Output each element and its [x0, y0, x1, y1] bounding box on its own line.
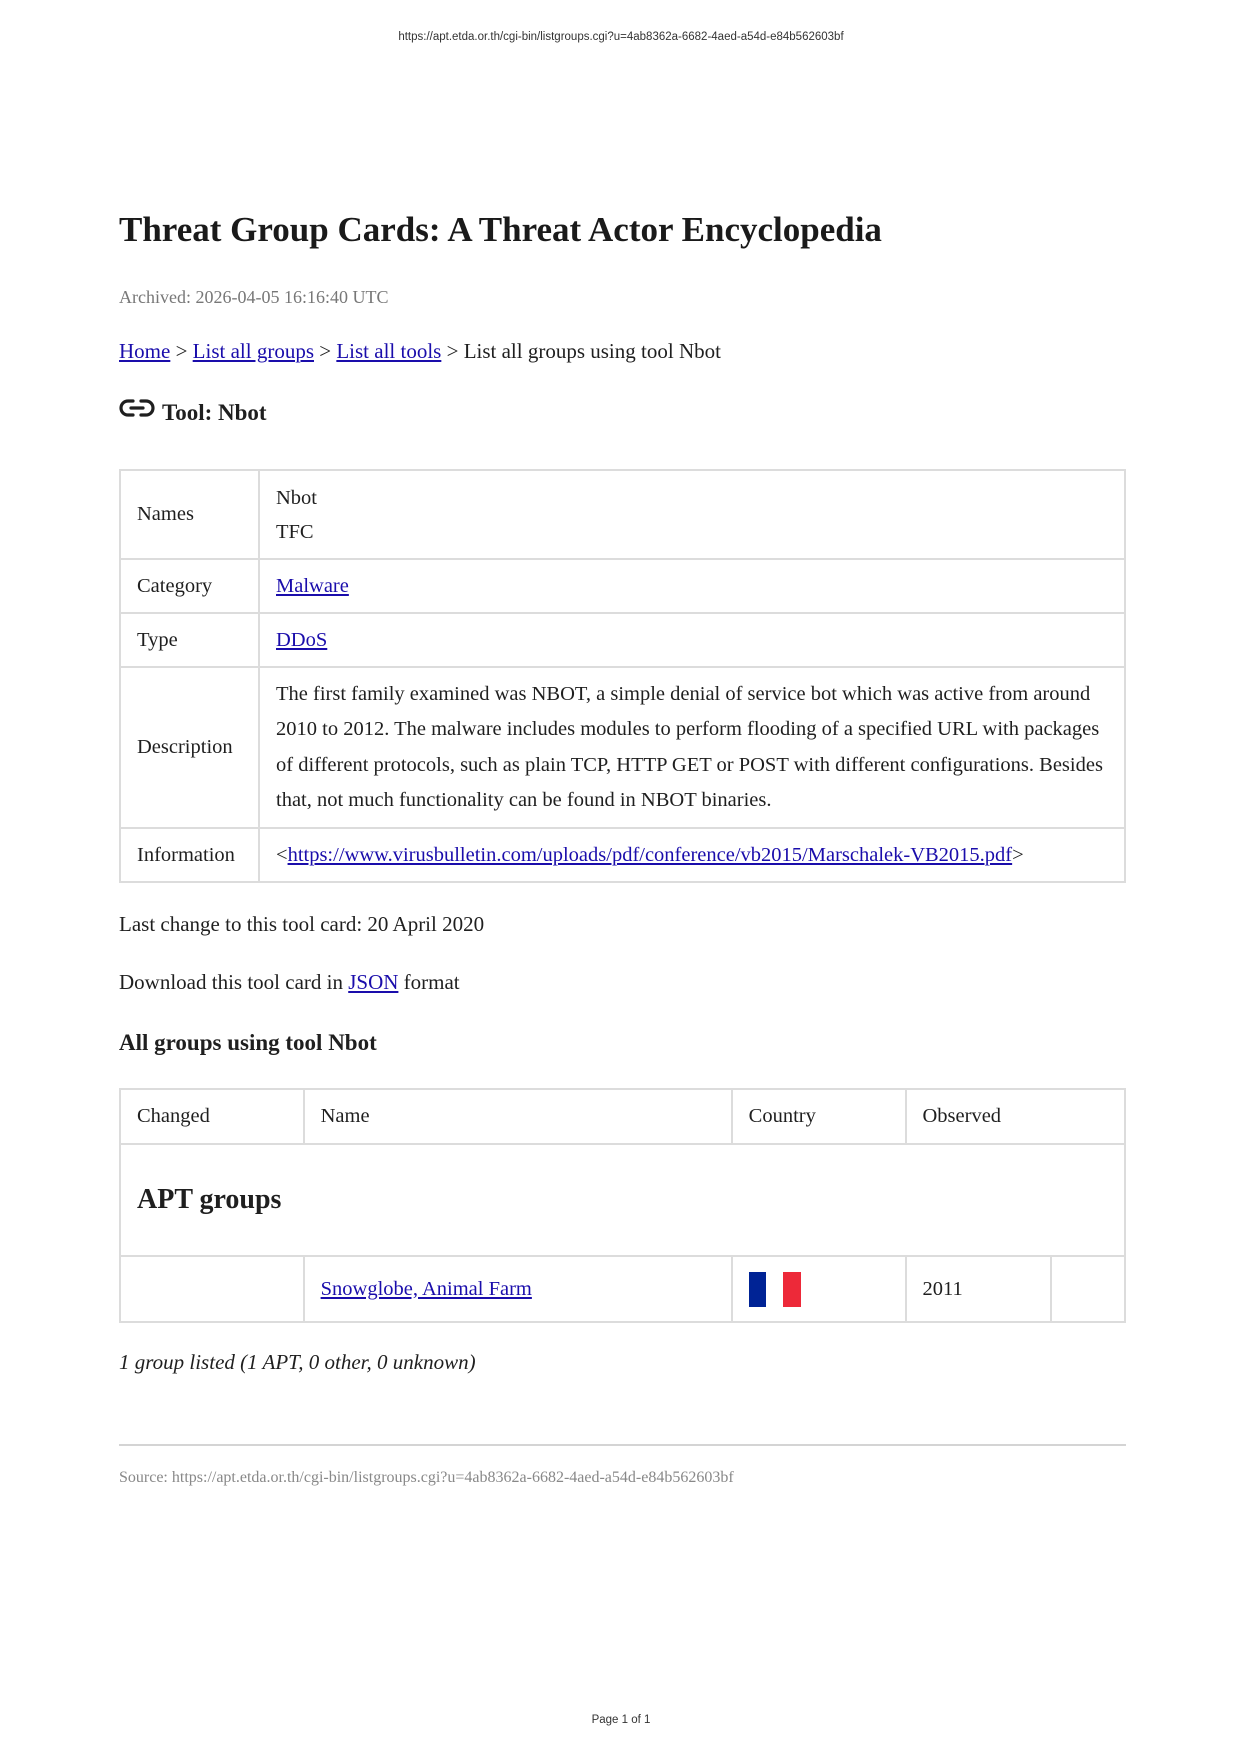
- archived-timestamp: Archived: 2026-04-05 16:16:40 UTC: [119, 287, 389, 307]
- type-cell: [259, 613, 1125, 667]
- information-label: Information: [120, 828, 259, 882]
- information-cell: [259, 828, 1125, 882]
- page-number: Page 1 of 1: [591, 1714, 651, 1726]
- info-close-bracket: >: [1012, 843, 1024, 866]
- changed-cell: [120, 1256, 304, 1322]
- names-label: Names: [120, 470, 259, 559]
- description-label: Description: [120, 667, 259, 828]
- name-item: Nbot: [276, 486, 317, 509]
- empty-cell: [1051, 1256, 1125, 1322]
- table-row: [120, 470, 1125, 559]
- column-header-country: Country: [732, 1089, 906, 1144]
- tool-heading-text: Tool: Nbot: [162, 400, 267, 425]
- table-header-row: [120, 1089, 1125, 1144]
- breadcrumb-separator: >: [441, 339, 464, 363]
- breadcrumb: [119, 339, 721, 364]
- divider: [119, 1444, 1126, 1446]
- breadcrumb-home-link[interactable]: Home: [119, 339, 171, 363]
- link-icon: [119, 396, 155, 420]
- table-row: [120, 667, 1125, 828]
- breadcrumb-separator: >: [314, 339, 337, 363]
- tool-details-table: [119, 469, 1126, 883]
- last-change-text: Last change to this tool card: 20 April 2020: [119, 912, 485, 936]
- name-item: TFC: [276, 520, 314, 543]
- groups-summary: 1 group listed (1 APT, 0 other, 0 unknown): [119, 1350, 476, 1374]
- france-flag-icon: [749, 1272, 801, 1307]
- observed-cell: 2011: [906, 1256, 1052, 1322]
- source-url: Source: https://apt.etda.or.th/cgi-bin/listgroups.cgi?u=4ab8362a-6682-4aed-a54d-e84b562603bf: [119, 1469, 734, 1486]
- group-name-cell: [304, 1256, 732, 1322]
- groups-table: [119, 1088, 1126, 1323]
- apt-groups-title: APT groups: [137, 1184, 282, 1215]
- names-list: [276, 481, 1108, 549]
- category-cell: [259, 559, 1125, 613]
- type-label: Type: [120, 613, 259, 667]
- json-download-link[interactable]: JSON: [348, 970, 399, 994]
- column-header-observed: Observed: [906, 1089, 1126, 1144]
- description-cell: [259, 667, 1125, 828]
- table-row: [120, 613, 1125, 667]
- page-title: Threat Group Cards: A Threat Actor Encyclopedia: [119, 210, 882, 249]
- type-link[interactable]: DDoS: [276, 628, 328, 651]
- tool-heading: [119, 400, 267, 426]
- table-row: [120, 1256, 1125, 1322]
- country-cell: [732, 1256, 906, 1322]
- column-header-name: Name: [304, 1089, 732, 1144]
- breadcrumb-groups-link[interactable]: List all groups: [192, 339, 314, 363]
- info-open-bracket: <: [276, 843, 288, 866]
- download-line: [119, 970, 460, 995]
- breadcrumb-tools-link[interactable]: List all tools: [336, 339, 442, 363]
- description-text: The first family examined was NBOT, a simple denial of service bot which was active from around 2010 to 2012. The malware includes modules to perform flooding of a specified URL with packages of different protocols, such as plain TCP, HTTP GET or POST with different configurations. Besides that, not much functionality can be found in NBOT binaries.: [276, 682, 1103, 811]
- column-header-changed: Changed: [120, 1089, 304, 1144]
- group-name-link[interactable]: Snowglobe, Animal Farm: [320, 1277, 532, 1300]
- table-row: [120, 828, 1125, 882]
- breadcrumb-current: List all groups using tool Nbot: [463, 339, 721, 363]
- category-link[interactable]: Malware: [276, 574, 349, 597]
- download-prefix: Download this tool card in: [119, 970, 349, 994]
- apt-groups-section: [120, 1144, 1125, 1256]
- names-cell: [259, 470, 1125, 559]
- download-suffix: format: [398, 970, 460, 994]
- groups-heading: All groups using tool Nbot: [119, 1030, 377, 1055]
- information-link[interactable]: https://www.virusbulletin.com/uploads/pdf/conference/vb2015/Marschalek-VB2015.pdf: [287, 843, 1013, 866]
- print-header-url: https://apt.etda.or.th/cgi-bin/listgroups.cgi?u=4ab8362a-6682-4aed-a54d-e84b562603bf: [398, 31, 844, 43]
- table-row: [120, 559, 1125, 613]
- section-row: [120, 1144, 1125, 1256]
- breadcrumb-separator: >: [170, 339, 193, 363]
- category-label: Category: [120, 559, 259, 613]
